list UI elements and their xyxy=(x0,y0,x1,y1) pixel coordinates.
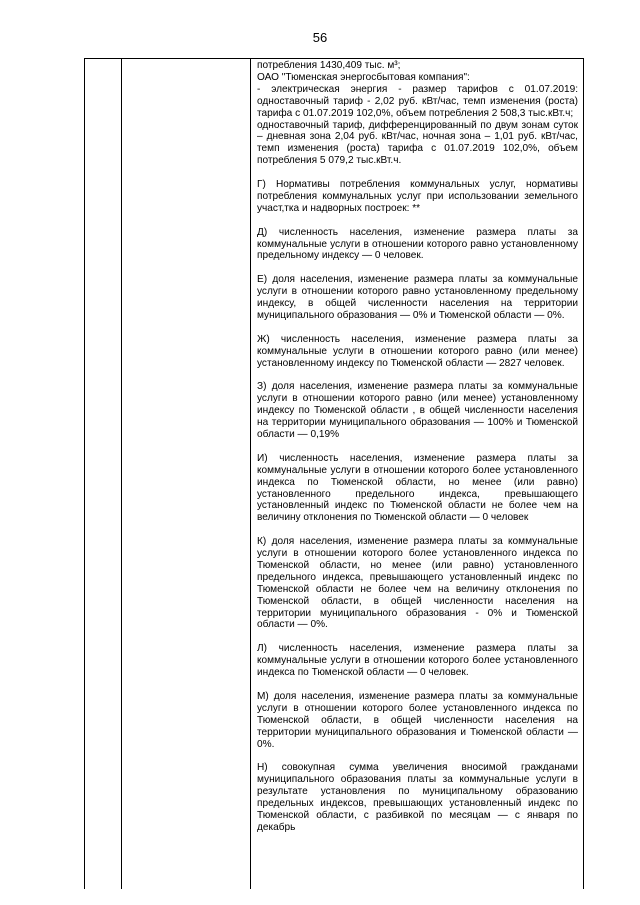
two-zone-tariff-paragraph: одноставочный тариф, дифференцированный по двум зонам суток – дневная зона 2,04 руб. кВт/час, ночная зона – 1,01 руб. кВт/час, темп изменения (роста) тарифа с 01.07.2019 102,0%, объем потребления 5 079,2 тыс.кВт.ч. xyxy=(257,119,578,167)
paragraph-i: И) численность населения, изменение размера платы за коммунальные услуги в отношении которого более установленного индекса по Тюменской области, но менее (или равно) установленного предельного индекса, превышающего установленный индекс по Тюменской области не более чем на величину отклонения по Тюменской области — 0 человек xyxy=(257,452,578,524)
supplier-name-line: ОАО "Тюменская энергосбытовая компания": xyxy=(257,71,470,83)
column-divider-2 xyxy=(250,59,251,889)
column-divider-1 xyxy=(121,59,122,889)
table-content-cell xyxy=(257,60,578,834)
document-table xyxy=(84,58,584,889)
electricity-tariff-paragraph: - электрическая энергия - размер тарифов с 01.07.2019: одноставочный тариф - 2,02 руб. кВт/час, темп изменения (роста) тарифа с 01.07.2019 102,0%, объем потребления 2 508,3 тыс.кВт.ч; xyxy=(257,83,578,119)
paragraph-d: Д) численность населения, изменение размера платы за коммунальные услуги в отношении которого равно установленному предельному индексу — 0 человек. xyxy=(257,226,578,262)
supply-volume-line: потребления 1430,409 тыс. м³; xyxy=(257,60,401,71)
page-number: 56 xyxy=(312,30,328,45)
paragraph-m: М) доля населения, изменение размера платы за коммунальные услуги в отношении которого более установленного индекса по Тюменской области, в общей численности населения на территории муниципального образования и Тюменской области — 0%. xyxy=(257,690,578,750)
paragraph-e: Е) доля населения, изменение размера платы за коммунальные услуги в отношении которого равно установленному предельному индексу, в общей численности населения на территории муниципального образования — 0% и Тюменской области — 0%. xyxy=(257,274,578,321)
paragraph-zh: Ж) численность населения, изменение размера платы за коммунальные услуги в отношении которого равно (или менее) установленному индексу по Тюменской области — 2827 человек. xyxy=(257,333,578,369)
paragraph-l: Л) численность населения, изменение размера платы за коммунальные услуги в отношении которого более установленного индекса по Тюменской области — 0 человек. xyxy=(257,643,578,679)
paragraph-g: Г) Нормативы потребления коммунальных услуг, нормативы потребления коммунальных услуг при использовании земельного участ,тка и надворных построек: ** xyxy=(257,179,578,214)
paragraph-z: З) доля населения, изменение размера платы за коммунальные услуги в отношении которого равно (или менее) установленному индексу по Тюменской области , в общей численности населения на территории муниципального образования — 100% и Тюменской области — 0,19% xyxy=(257,381,578,441)
paragraph-k: К) доля населения, изменение размера платы за коммунальные услуги в отношении которого более установленного индекса по Тюменской области, но менее (или равно) установленного предельного индекса, превышающего установленный индекс по Тюменской области не более чем на величину отклонения по Тюменской области, в общей численности населения на территории муниципального образования - 0% и Тюменской области — 0%. xyxy=(257,536,578,631)
paragraph-n: Н) совокупная сумма увеличения вносимой гражданами муниципального образования платы за коммунальные услуги в результате установления по муниципальному образованию предельных индексов, превышающих установленный индекс по Тюменской области, с разбивкой по месяцам — с января по декабрь xyxy=(257,762,578,833)
